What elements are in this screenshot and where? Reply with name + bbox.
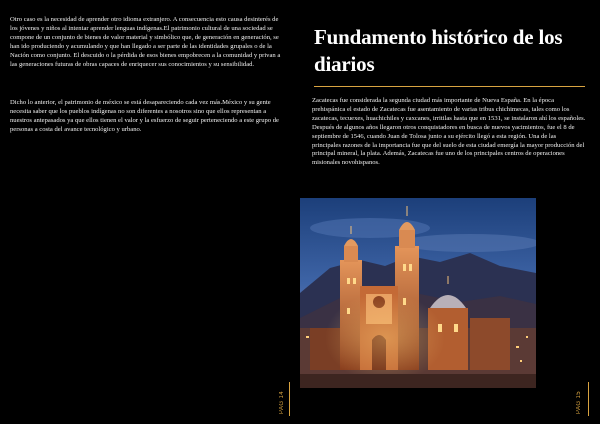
left-paragraph-1: Otro caso es la necesidad de aprender otro idioma extranjero. A consecuencia esto causa desinterés de los jóvenes y niños al intentar aprender lenguas indígenas.El patrimonio cultural de una sociedad se compone de un conjunto de bienes de valor material y simbólico que, de generación en generación, se han ido produciendo y acumulando y que han llegado a ser parte de las identidades grupales o de la Nación como conjunto. El descuido o la pérdida de esos bienes empobrecen a la comunidad y privan a las generaciones futuras de obras capaces de enriquecer sus conocimientos y su sensibilidad. (10, 16, 281, 68)
left-paragraph-2: Dicho lo anterior, el patrimonio de méxico se está desapareciendo cada vez más.México y su gente necesita saber que los pueblos indígenas no son diferentes a nosotros sino que ellos representan a nuestros antepasados ya que ellos tienen el valor y la esfuerzo de seguir perteneciendo a este grupo de personas a costa del avance tecnológico y urbano. (10, 99, 279, 133)
cathedral-photo (300, 198, 536, 388)
right-page (300, 0, 600, 424)
right-paragraph: Zacatecas fue considerada la segunda ciudad más importante de Nueva España. En la época prehispánica el estado de Zacatecas fue asentamiento de varias tribus chichimecas, tales como los zacatecas, tecuexes, huachichiles y caxcanes, irritilas hasta que en 1531, se instalaron ahí los españoles. Después de algunos años llegaron otros conquistadores en busca de nuevos yacimientos, fue el 8 de septiembre de 1546, cuando Juan de Tolosa junto a su ejército llegó a esta región. Una de las principales razones de la importancia fue que del suelo de esta ciudad emergía la mayor producción del principal mineral, la plata. Además, Zacatecas fue uno de los principales centros de operaciones misionales novohispanos. (312, 97, 586, 167)
page-number-left: PAG 14 (279, 391, 285, 414)
page-number-rule (289, 382, 290, 416)
page-number-rule (588, 382, 589, 416)
page-title: Fundamento histórico de los diarios (314, 25, 563, 76)
title-underline (314, 86, 585, 87)
page-number-right: PAG 15 (576, 391, 582, 414)
